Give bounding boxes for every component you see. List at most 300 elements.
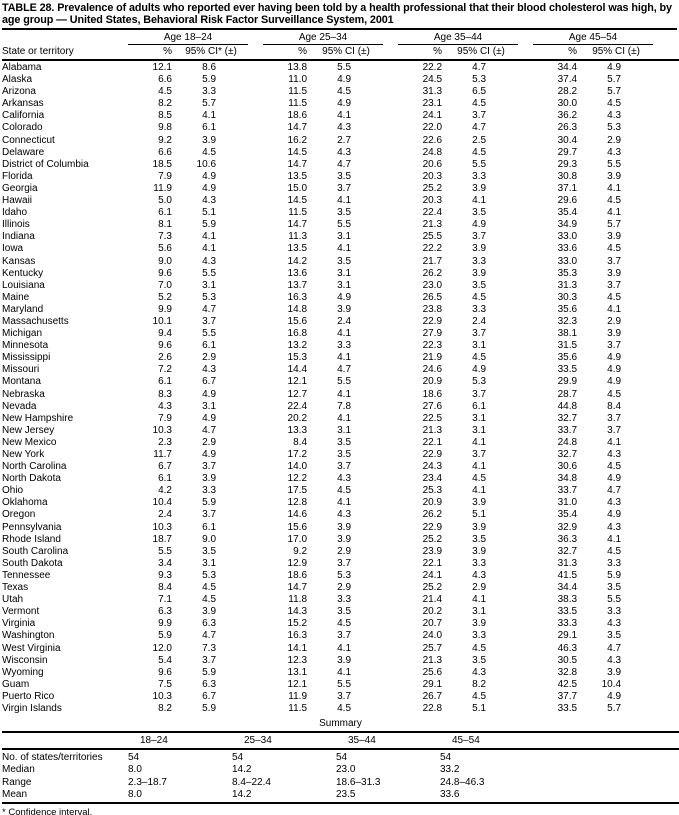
- pct-value: 3.4: [158, 557, 172, 569]
- ci-value: 6.7: [202, 376, 217, 388]
- spacer-cell: [383, 425, 398, 437]
- spacer-cell: [518, 243, 533, 255]
- pct-value: 31.3: [557, 557, 578, 569]
- pct-value: 38.1: [557, 328, 578, 340]
- pct-value: 20.6: [422, 158, 443, 170]
- table-row: [2, 304, 679, 316]
- spacer-cell: [248, 340, 263, 352]
- spacer-cell: [383, 98, 398, 110]
- spacer-cell: [518, 413, 533, 425]
- spacer-cell: [248, 74, 263, 86]
- spacer-cell: [518, 703, 533, 715]
- pct-value: 33.0: [557, 231, 578, 243]
- ci-value: 3.7: [202, 654, 217, 666]
- pct-value: 25.5: [422, 231, 443, 243]
- spacer-cell: [248, 207, 263, 219]
- pct-value: 22.1: [422, 436, 443, 448]
- ci-value: 4.5: [607, 98, 622, 110]
- ci-value: 4.5: [472, 690, 487, 702]
- pct-value: 15.6: [287, 315, 308, 327]
- ci-value: 4.3: [337, 146, 352, 158]
- ci-value: 3.9: [472, 243, 487, 255]
- state-name: Oklahoma: [2, 497, 48, 509]
- ci-value: 4.5: [202, 582, 217, 594]
- ci-value: 5.7: [607, 86, 622, 98]
- pct-value: 21.3: [422, 654, 443, 666]
- table-row: [2, 135, 679, 147]
- table-row: [2, 195, 679, 207]
- pct-value: 11.8: [288, 594, 308, 606]
- spacer-cell: [248, 376, 263, 388]
- ci-value: 3.7: [202, 315, 217, 327]
- spacer-cell: [248, 606, 263, 618]
- table-row: [2, 643, 679, 655]
- pct-value: 14.8: [287, 303, 308, 315]
- spacer-cell: [383, 292, 398, 304]
- spacer-cell: [248, 122, 263, 134]
- pct-value: 21.9: [422, 352, 443, 364]
- ci-value: 4.1: [337, 328, 352, 340]
- ci-value: 3.9: [337, 303, 352, 315]
- spacer-cell: [653, 473, 679, 485]
- table-row: [2, 280, 679, 292]
- spacer-cell: [518, 340, 533, 352]
- pct-value: 11.9: [288, 690, 308, 702]
- ci-value: 4.5: [472, 473, 487, 485]
- pct-value: 10.3: [152, 521, 172, 533]
- ci-value: 5.1: [472, 702, 487, 714]
- ci-value: 3.7: [337, 690, 352, 702]
- spacer-cell: [518, 425, 533, 437]
- spacer-cell: [653, 364, 679, 376]
- ci-value: 5.5: [337, 678, 352, 690]
- spacer-cell: [248, 60, 263, 74]
- ci-value: 3.3: [337, 594, 352, 606]
- ci-value: 5.3: [607, 122, 622, 134]
- state-name: Vermont: [2, 606, 40, 618]
- ci-value: 4.9: [607, 364, 622, 376]
- pct-value: 22.6: [422, 134, 443, 146]
- ci-value: 3.5: [472, 207, 487, 219]
- ci-value: 5.3: [472, 74, 487, 86]
- pct-value: 35.4: [557, 207, 578, 219]
- state-name: Wisconsin: [2, 654, 48, 666]
- pct-value: 7.2: [158, 364, 172, 376]
- spacer-cell: [653, 401, 679, 413]
- spacer-cell: [248, 183, 263, 195]
- ci-value: 3.7: [202, 461, 217, 473]
- ci-value: 6.1: [202, 122, 217, 134]
- spacer-cell: [383, 45, 398, 61]
- state-name: Kentucky: [2, 267, 44, 279]
- spacer-cell: [383, 231, 398, 243]
- ci-value: 3.3: [472, 557, 487, 569]
- pct-value: 24.0: [422, 630, 443, 642]
- spacer-cell: [248, 558, 263, 570]
- pct-value: 25.7: [422, 642, 443, 654]
- spacer-cell: [248, 45, 263, 61]
- spacer-cell: [653, 60, 679, 74]
- spacer-cell: [248, 316, 263, 328]
- spacer-cell: [518, 618, 533, 630]
- ci-value: 4.1: [337, 666, 352, 678]
- state-name: Pennsylvania: [2, 521, 62, 533]
- summary-col-header-35-44: 35–44: [336, 733, 440, 749]
- ci-column-header: 95% CI (±): [579, 45, 653, 61]
- ci-value: 5.9: [202, 497, 217, 509]
- state-name: Nevada: [2, 400, 37, 412]
- table-row: [2, 413, 679, 425]
- ci-value: 3.5: [337, 255, 352, 267]
- state-name: Virgin Islands: [2, 702, 62, 714]
- spacer-cell: [544, 777, 679, 789]
- spacer-cell: [518, 86, 533, 98]
- spacer-cell: [248, 546, 263, 558]
- table-row: [2, 703, 679, 715]
- spacer-cell: [383, 509, 398, 521]
- pct-value: 18.5: [152, 158, 172, 170]
- pct-value: 34.9: [557, 219, 578, 231]
- pct-value: 20.2: [422, 606, 443, 618]
- summary-row: [2, 764, 679, 776]
- summary-table: [2, 733, 679, 804]
- spacer-cell: [383, 389, 398, 401]
- ci-value: 5.9: [202, 702, 217, 714]
- pct-value: 22.9: [422, 449, 443, 460]
- pct-value: 24.8: [557, 436, 578, 448]
- spacer-cell: [248, 256, 263, 268]
- summary-value: 14.2: [232, 764, 252, 776]
- sub-header-row: [2, 45, 679, 61]
- pct-value: 33.0: [557, 255, 578, 267]
- pct-value: 11.5: [288, 98, 308, 110]
- spacer-cell: [518, 630, 533, 642]
- ci-value: 3.7: [337, 630, 352, 642]
- ci-value: 3.7: [202, 509, 217, 521]
- pct-value: 22.2: [422, 243, 443, 255]
- table-row: [2, 534, 679, 546]
- summary-col-header-25-34: 25–34: [232, 733, 336, 749]
- spacer-cell: [518, 280, 533, 292]
- summary-row: [2, 789, 679, 803]
- spacer-cell: [518, 219, 533, 231]
- pct-column-header: %: [533, 45, 579, 61]
- table-row: [2, 171, 679, 183]
- pct-value: 7.9: [158, 170, 172, 182]
- ci-value: 2.9: [607, 134, 622, 146]
- summary-value: 54: [128, 752, 140, 764]
- table-row: [2, 679, 679, 691]
- ci-value: 3.9: [337, 521, 352, 533]
- spacer-cell: [248, 98, 263, 110]
- ci-value: 5.7: [607, 74, 622, 86]
- summary-row: [2, 749, 679, 764]
- spacer-cell: [544, 733, 679, 749]
- pct-value: 35.6: [557, 303, 578, 315]
- pct-value: 7.5: [158, 678, 172, 690]
- spacer-cell: [383, 606, 398, 618]
- ci-value: 4.3: [337, 122, 352, 134]
- pct-value: 17.0: [287, 533, 308, 545]
- pct-value: 6.1: [158, 207, 172, 219]
- ci-value: 3.3: [472, 303, 487, 315]
- pct-value: 11.9: [153, 182, 172, 194]
- pct-value: 31.3: [422, 86, 443, 98]
- ci-value: 7.8: [337, 400, 352, 412]
- pct-value: 10.4: [152, 497, 172, 509]
- pct-value: 9.6: [158, 666, 172, 678]
- summary-value: 8.0: [128, 764, 142, 776]
- spacer-cell: [383, 691, 398, 703]
- pct-value: 9.3: [158, 569, 172, 581]
- spacer-cell: [383, 207, 398, 219]
- spacer-cell: [518, 171, 533, 183]
- spacer-cell: [248, 413, 263, 425]
- table-row: [2, 582, 679, 594]
- pct-value: 11.5: [288, 207, 308, 219]
- pct-value: 11.3: [288, 231, 308, 243]
- spacer-cell: [518, 110, 533, 122]
- pct-value: 8.1: [158, 219, 172, 231]
- spacer-cell: [383, 497, 398, 509]
- ci-value: 4.1: [472, 436, 487, 448]
- spacer-cell: [248, 667, 263, 679]
- state-name: New Jersey: [2, 424, 55, 436]
- pct-value: 32.7: [557, 449, 578, 460]
- ci-value: 4.1: [202, 110, 217, 122]
- pct-value: 31.3: [557, 279, 578, 291]
- ci-value: 5.5: [202, 328, 217, 340]
- spacer-cell: [518, 352, 533, 364]
- pct-value: 24.3: [422, 461, 443, 473]
- spacer-cell: [248, 570, 263, 582]
- spacer-cell: [518, 122, 533, 134]
- pct-value: 14.5: [287, 146, 308, 158]
- ci-value: 10.6: [196, 158, 217, 170]
- pct-value: 12.1: [152, 62, 172, 73]
- pct-value: 29.7: [557, 146, 578, 158]
- pct-value: 15.0: [287, 182, 308, 194]
- spacer-cell: [248, 219, 263, 231]
- spacer-cell: [653, 582, 679, 594]
- ci-value: 3.5: [607, 630, 622, 642]
- ci-value: 5.9: [607, 569, 622, 581]
- table-row: [2, 86, 679, 98]
- ci-value: 5.3: [202, 569, 217, 581]
- ci-value: 4.9: [607, 352, 622, 364]
- pct-value: 34.4: [557, 62, 578, 73]
- pct-value: 33.5: [557, 364, 578, 376]
- spacer-cell: [653, 655, 679, 667]
- state-column-header: State or territory: [2, 45, 128, 61]
- ci-value: 4.9: [607, 509, 622, 521]
- pct-value: 35.4: [557, 509, 578, 521]
- pct-value: 7.0: [158, 279, 172, 291]
- pct-value: 31.5: [557, 340, 578, 352]
- table-title: TABLE 28. Prevalence of adults who reported ever having been told by a health professional that their blood cholesterol was high, by age group — United States, Behavioral Risk Factor Surveillance System, 2001: [2, 2, 677, 30]
- spacer-cell: [383, 147, 398, 159]
- table-row: [2, 558, 679, 570]
- ci-value: 4.3: [607, 146, 622, 158]
- pct-value: 11.5: [288, 86, 308, 98]
- spacer-cell: [653, 437, 679, 449]
- state-name: New Hampshire: [2, 412, 74, 424]
- pct-value: 37.7: [557, 690, 578, 702]
- spacer-cell: [653, 195, 679, 207]
- pct-value: 8.2: [158, 702, 172, 714]
- ci-value: 3.9: [472, 182, 487, 194]
- spacer-cell: [383, 304, 398, 316]
- pct-value: 37.4: [557, 74, 578, 86]
- state-name: Louisiana: [2, 279, 45, 291]
- spacer-cell: [653, 667, 679, 679]
- state-name: Indiana: [2, 231, 35, 243]
- pct-value: 30.3: [557, 291, 578, 303]
- ci-value: 5.3: [337, 569, 352, 581]
- ci-value: 4.5: [472, 146, 487, 158]
- spacer-cell: [248, 352, 263, 364]
- table-row: [2, 268, 679, 280]
- pct-value: 26.5: [422, 291, 443, 303]
- pct-value: 23.0: [422, 279, 443, 291]
- ci-value: 4.7: [607, 485, 622, 497]
- spacer-cell: [653, 74, 679, 86]
- ci-value: 4.5: [607, 195, 622, 207]
- table-row: [2, 691, 679, 703]
- spacer-cell: [248, 231, 263, 243]
- spacer-cell: [653, 679, 679, 691]
- spacer-cell: [653, 352, 679, 364]
- pct-value: 33.5: [557, 606, 578, 618]
- pct-value: 12.9: [287, 557, 308, 569]
- state-name: New York: [2, 449, 45, 460]
- pct-value: 22.4: [287, 400, 308, 412]
- ci-value: 4.9: [202, 412, 217, 424]
- spacer-cell: [248, 389, 263, 401]
- spacer-cell: [653, 292, 679, 304]
- ci-value: 4.3: [607, 497, 622, 509]
- spacer-cell: [653, 147, 679, 159]
- ci-value: 3.9: [607, 328, 622, 340]
- pct-value: 30.0: [557, 98, 578, 110]
- spacer-cell: [653, 268, 679, 280]
- spacer-cell: [383, 594, 398, 606]
- ci-value: 4.1: [337, 388, 352, 400]
- spacer-cell: [518, 135, 533, 147]
- pct-value: 33.3: [557, 618, 578, 630]
- summary-value: 54: [336, 752, 348, 764]
- pct-value: 8.4: [293, 436, 308, 448]
- state-name: North Dakota: [2, 473, 61, 485]
- spacer-cell: [653, 45, 679, 61]
- ci-value: 5.9: [202, 666, 217, 678]
- ci-value: 4.7: [472, 62, 487, 73]
- summary-row-label: Median: [2, 764, 35, 776]
- spacer-cell: [653, 256, 679, 268]
- spacer-cell: [248, 243, 263, 255]
- ci-value: 3.5: [337, 207, 352, 219]
- table-row: [2, 316, 679, 328]
- spacer-cell: [653, 425, 679, 437]
- pct-value: 35.6: [557, 352, 578, 364]
- ci-value: 3.9: [607, 666, 622, 678]
- spacer-cell: [248, 594, 263, 606]
- state-name: Montana: [2, 376, 41, 388]
- spacer-cell: [248, 364, 263, 376]
- ci-value: 3.5: [337, 449, 352, 460]
- spacer-cell: [248, 461, 263, 473]
- spacer-cell: [518, 558, 533, 570]
- spacer-cell: [653, 171, 679, 183]
- state-name: Alaska: [2, 74, 33, 86]
- summary-rows: [2, 749, 679, 803]
- ci-value: 4.7: [472, 122, 487, 134]
- ci-value: 4.1: [607, 182, 622, 194]
- ci-value: 4.3: [337, 473, 352, 485]
- spacer-cell: [544, 764, 679, 776]
- ci-value: 4.9: [607, 62, 622, 73]
- spacer-cell: [383, 582, 398, 594]
- pct-value: 38.3: [557, 594, 578, 606]
- spacer-cell: [383, 558, 398, 570]
- table-row: [2, 618, 679, 630]
- ci-value: 3.3: [607, 557, 622, 569]
- spacer-cell: [518, 582, 533, 594]
- pct-value: 7.1: [158, 594, 172, 606]
- pct-value: 46.3: [557, 642, 578, 654]
- pct-value: 5.0: [158, 195, 172, 207]
- spacer-cell: [653, 485, 679, 497]
- ci-value: 4.1: [202, 231, 217, 243]
- spacer-cell: [383, 364, 398, 376]
- spacer-cell: [248, 703, 263, 715]
- spacer-cell: [653, 183, 679, 195]
- spacer-cell: [2, 733, 128, 749]
- ci-value: 4.1: [607, 436, 622, 448]
- ci-value: 4.5: [337, 618, 352, 630]
- pct-value: 23.8: [422, 303, 443, 315]
- state-name: Hawaii: [2, 195, 33, 207]
- ci-value: 3.3: [472, 255, 487, 267]
- spacer-cell: [248, 171, 263, 183]
- ci-value: 4.9: [202, 182, 217, 194]
- spacer-cell: [2, 30, 128, 45]
- ci-value: 4.1: [607, 303, 622, 315]
- spacer-cell: [383, 413, 398, 425]
- state-name: Connecticut: [2, 134, 55, 146]
- summary-header-row: [2, 733, 679, 749]
- pct-value: 12.0: [152, 642, 172, 654]
- summary-value: 14.2: [232, 789, 336, 803]
- pct-value: 6.7: [158, 461, 172, 473]
- pct-value: 20.9: [422, 376, 443, 388]
- pct-value: 27.6: [422, 400, 443, 412]
- spacer-cell: [544, 789, 679, 803]
- ci-value: 3.9: [472, 618, 487, 630]
- ci-value: 7.3: [202, 642, 217, 654]
- summary-value: 18.6–31.3: [336, 776, 381, 788]
- pct-value: 14.0: [287, 461, 308, 473]
- ci-value: 5.5: [472, 158, 487, 170]
- summary-row-label: No. of states/territories: [2, 752, 103, 764]
- ci-value: 4.1: [337, 243, 352, 255]
- ci-value: 4.9: [202, 449, 217, 460]
- ci-value: 4.5: [472, 98, 487, 110]
- state-name: North Carolina: [2, 461, 67, 473]
- ci-value: 3.3: [472, 170, 487, 182]
- spacer-cell: [383, 316, 398, 328]
- ci-value: 4.5: [607, 545, 622, 557]
